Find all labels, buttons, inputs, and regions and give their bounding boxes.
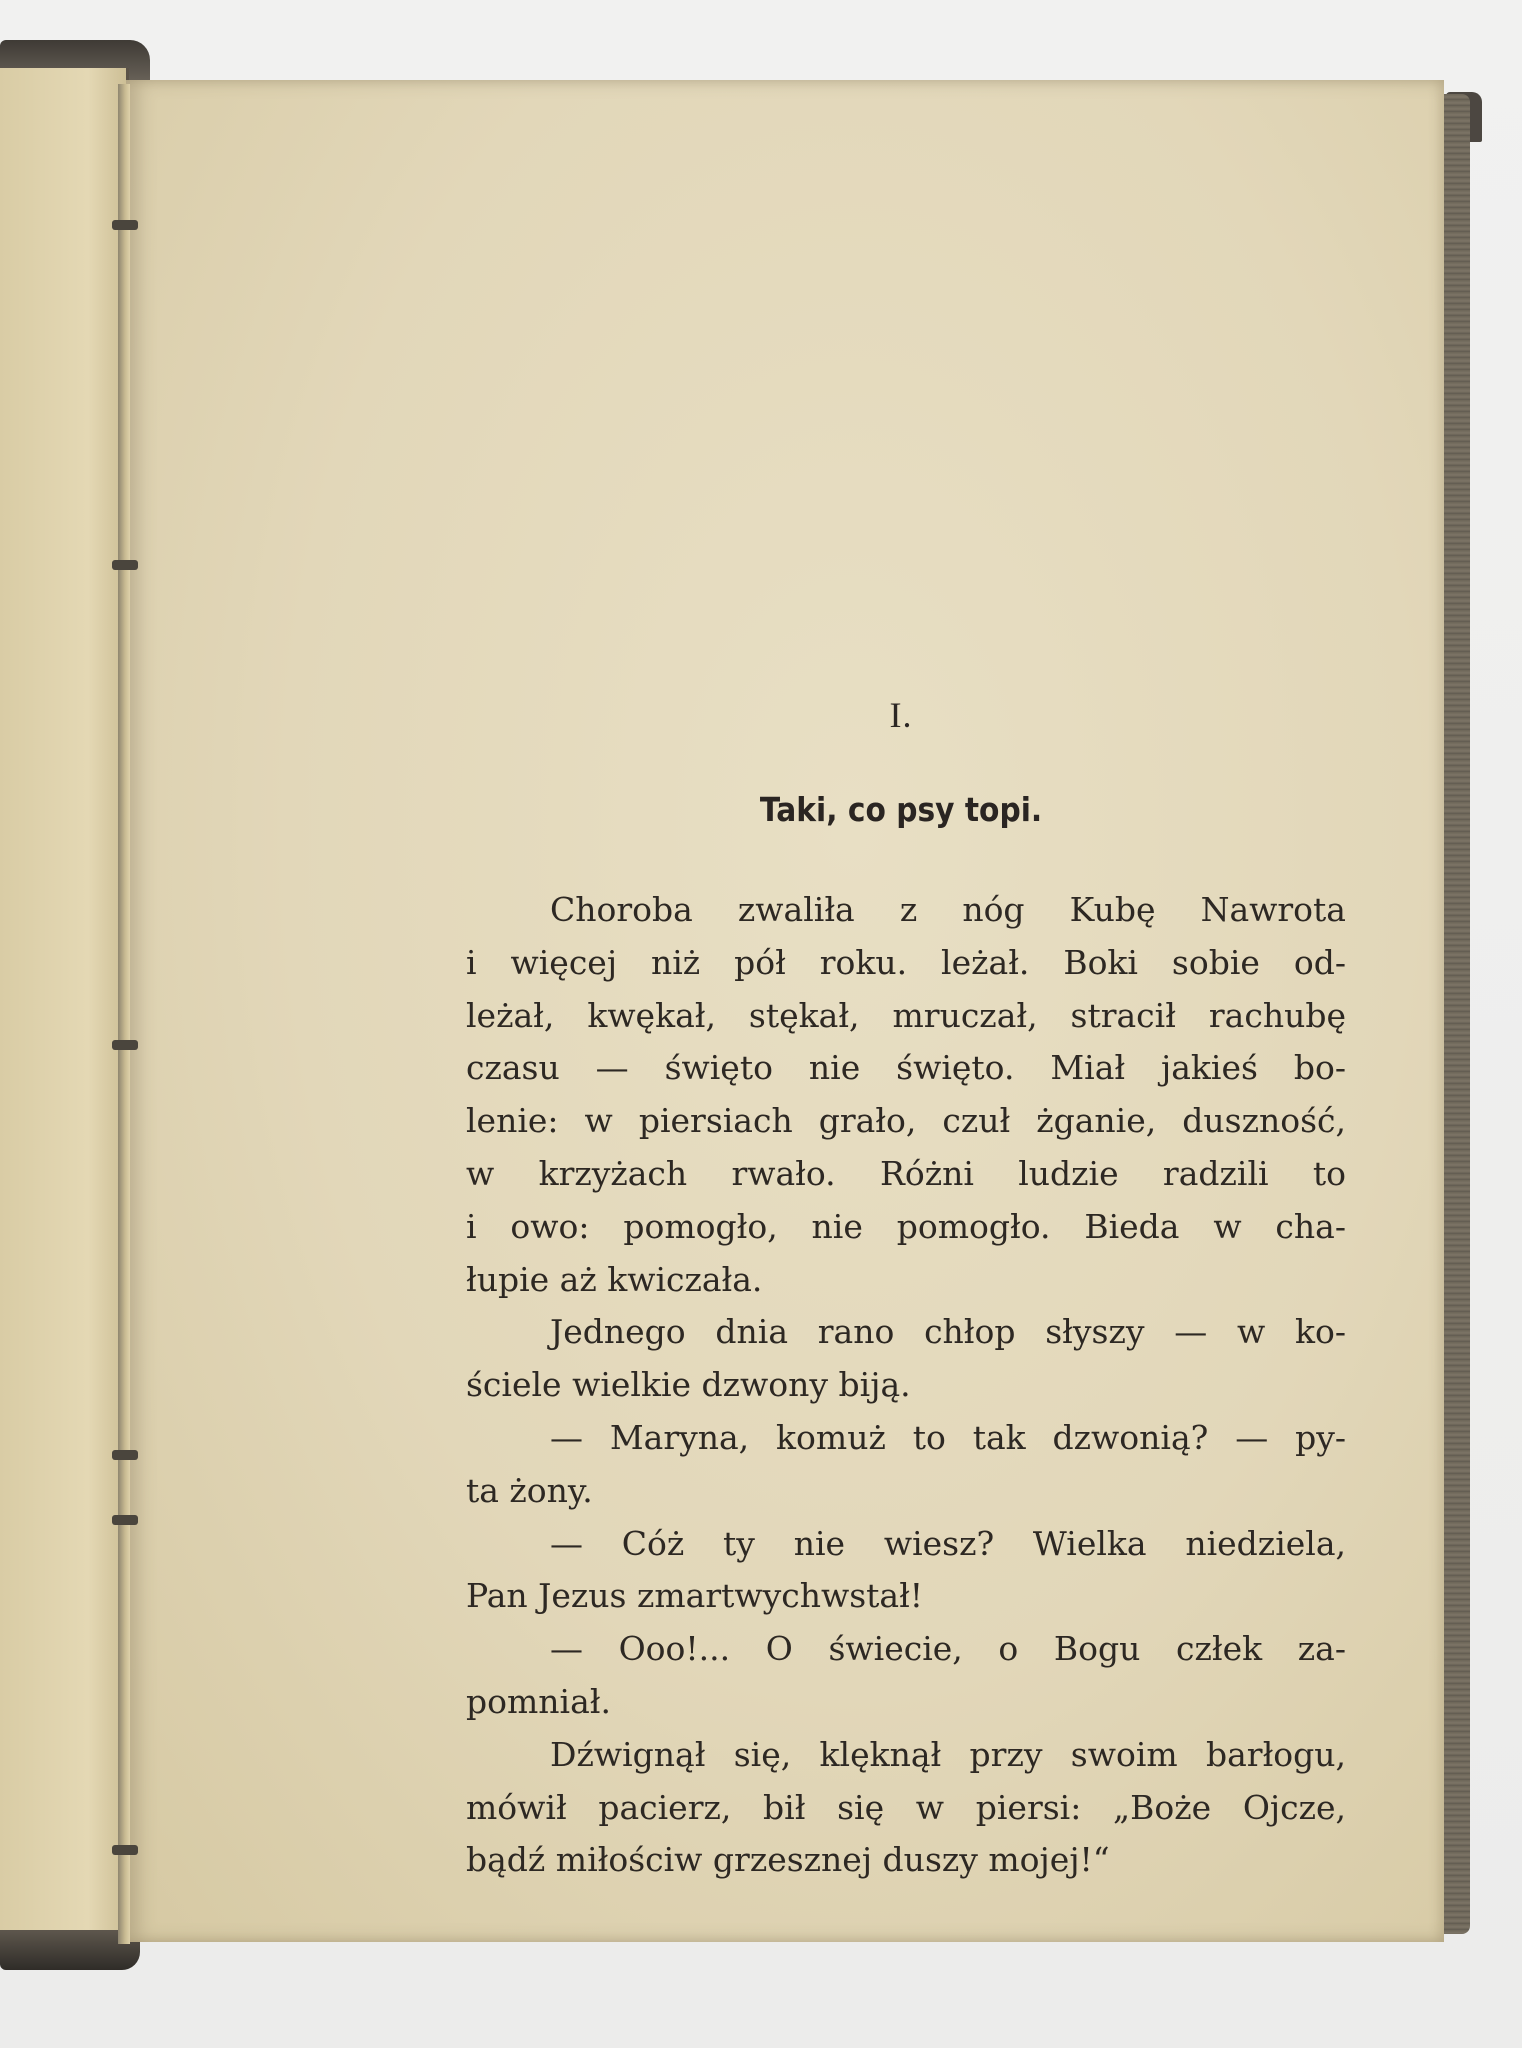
- chapter-title: Taki, co psy topi.: [759, 790, 1043, 829]
- text-line: Dźwignął się, klęknął przy swoim barłogu,: [550, 1734, 1346, 1774]
- text-line: — Ooo!... O świecie, o Bogu człek za-: [550, 1629, 1346, 1669]
- body-text: [466, 884, 1346, 1887]
- text-line: łupie aż kwiczała.: [466, 1259, 763, 1299]
- left-page: [0, 68, 129, 1948]
- binding-stitch: [112, 560, 138, 570]
- binding-stitch: [112, 1040, 138, 1050]
- text-line: i więcej niż pół roku. leżał. Boki sobie od-: [466, 942, 1346, 982]
- text-line: ściele wielkie dzwony biją.: [466, 1365, 911, 1405]
- text-line: pomniał.: [466, 1681, 611, 1721]
- text-line: leżał, kwękał, stękał, mruczał, stracił rachubę: [466, 995, 1346, 1035]
- text-line: bądź miłościw grzesznej duszy mojej!“: [466, 1840, 1110, 1880]
- text-line: Jednego dnia rano chłop słyszy — w ko-: [550, 1312, 1346, 1352]
- text-line: ta żony.: [466, 1470, 593, 1510]
- text-line: mówił pacierz, bił się w piersi: „Boże Ojcze,: [466, 1787, 1346, 1827]
- chapter-number: I.: [889, 695, 913, 735]
- text-line: — Cóż ty nie wiesz? Wielka niedziela,: [550, 1523, 1346, 1563]
- book-cover-edge: [1440, 94, 1470, 1934]
- text-line: Pan Jezus zmartwychwstał!: [466, 1576, 924, 1616]
- text-line: lenie: w piersiach grało, czuł żganie, duszność,: [466, 1101, 1346, 1141]
- right-page: [126, 80, 1444, 1942]
- binding-stitch: [112, 1450, 138, 1460]
- text-line: w krzyżach rwało. Różni ludzie radzili to: [466, 1153, 1346, 1193]
- binding-stitch: [112, 220, 138, 230]
- text-line: Choroba zwaliła z nóg Kubę Nawrota: [550, 890, 1346, 929]
- binding-stitch: [112, 1845, 138, 1855]
- text-line: czasu — święto nie święto. Miał jakieś bo-: [466, 1048, 1346, 1088]
- binding-stitch: [112, 1515, 138, 1525]
- text-line: — Maryna, komuż to tak dzwonią? — py-: [550, 1417, 1346, 1457]
- spine-gutter: [118, 84, 130, 1944]
- text-line: i owo: pomogło, nie pomogło. Bieda w cha-: [466, 1206, 1346, 1246]
